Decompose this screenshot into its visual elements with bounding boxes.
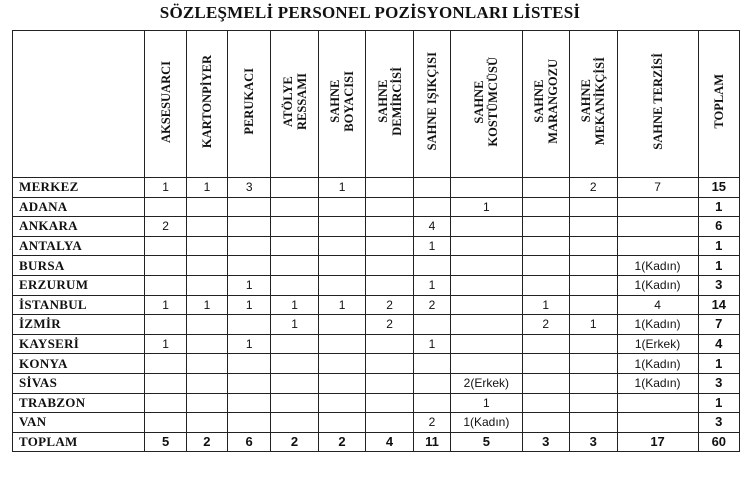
- city-cell: İSTANBUL: [13, 295, 145, 315]
- count-cell: [186, 393, 227, 413]
- count-cell: [570, 256, 618, 276]
- count-cell: [522, 275, 570, 295]
- count-cell: 2: [366, 315, 414, 335]
- count-cell: [366, 334, 414, 354]
- count-cell: 1: [145, 334, 186, 354]
- count-cell: [228, 236, 271, 256]
- count-cell: 2: [366, 295, 414, 315]
- count-cell: [451, 275, 522, 295]
- count-cell: [186, 373, 227, 393]
- row-total-cell: 1: [698, 197, 739, 217]
- count-cell: [145, 413, 186, 433]
- count-cell: [617, 197, 698, 217]
- column-header: PERUKACI: [228, 31, 271, 178]
- count-cell: 4: [617, 295, 698, 315]
- count-cell: [366, 275, 414, 295]
- count-cell: [145, 236, 186, 256]
- row-total-cell: 3: [698, 373, 739, 393]
- count-cell: [228, 217, 271, 237]
- count-cell: [318, 373, 366, 393]
- count-cell: [451, 334, 522, 354]
- count-cell: 1: [413, 334, 450, 354]
- row-total-cell: 1: [698, 354, 739, 374]
- count-cell: 2: [570, 178, 618, 198]
- count-cell: [186, 256, 227, 276]
- count-cell: [366, 413, 414, 433]
- count-cell: [617, 217, 698, 237]
- count-cell: 1(Kadın): [617, 315, 698, 335]
- count-cell: 1: [522, 295, 570, 315]
- count-cell: [186, 217, 227, 237]
- count-cell: 1: [413, 236, 450, 256]
- count-cell: [145, 197, 186, 217]
- count-cell: [522, 217, 570, 237]
- count-cell: 6: [228, 432, 271, 452]
- column-header: KARTONPİYER: [186, 31, 227, 178]
- table-row: [13, 354, 740, 374]
- count-cell: [617, 393, 698, 413]
- count-cell: 4: [413, 217, 450, 237]
- count-cell: 1: [228, 334, 271, 354]
- count-cell: [522, 393, 570, 413]
- count-cell: [366, 178, 414, 198]
- count-cell: [271, 393, 319, 413]
- count-cell: [318, 217, 366, 237]
- count-cell: [318, 413, 366, 433]
- table-row: [13, 295, 740, 315]
- city-cell: TOPLAM: [13, 432, 145, 452]
- row-total-cell: 4: [698, 334, 739, 354]
- column-header: AKSESUARCI: [145, 31, 186, 178]
- city-cell: İZMİR: [13, 315, 145, 335]
- column-header: SAHNE DEMİRCİSİ: [366, 31, 414, 178]
- table-body: [13, 178, 740, 452]
- corner-cell: [13, 31, 145, 178]
- count-cell: 2: [186, 432, 227, 452]
- table-row: [13, 236, 740, 256]
- column-header: TOPLAM: [698, 31, 739, 178]
- count-cell: 1(Erkek): [617, 334, 698, 354]
- count-cell: 1(Kadın): [617, 275, 698, 295]
- total-row: [13, 432, 740, 452]
- count-cell: [522, 373, 570, 393]
- count-cell: 2(Erkek): [451, 373, 522, 393]
- city-cell: BURSA: [13, 256, 145, 276]
- count-cell: [522, 178, 570, 198]
- city-cell: ERZURUM: [13, 275, 145, 295]
- column-header: SAHNE MEKANİKÇİSİ: [570, 31, 618, 178]
- count-cell: 5: [451, 432, 522, 452]
- count-cell: 17: [617, 432, 698, 452]
- count-cell: [366, 217, 414, 237]
- column-header: SAHNE MARANGOZU: [522, 31, 570, 178]
- count-cell: [570, 217, 618, 237]
- count-cell: 1: [271, 295, 319, 315]
- row-total-cell: 3: [698, 275, 739, 295]
- count-cell: [451, 256, 522, 276]
- count-cell: [451, 315, 522, 335]
- count-cell: 3: [570, 432, 618, 452]
- positions-table: [12, 30, 740, 452]
- count-cell: 1: [228, 295, 271, 315]
- count-cell: [228, 373, 271, 393]
- count-cell: [318, 197, 366, 217]
- header-row: [13, 31, 740, 178]
- row-total-cell: 3: [698, 413, 739, 433]
- count-cell: [271, 197, 319, 217]
- count-cell: [271, 413, 319, 433]
- count-cell: 1: [318, 178, 366, 198]
- count-cell: 2: [413, 413, 450, 433]
- column-header: ATÖLYE RESSAMI: [271, 31, 319, 178]
- count-cell: [413, 393, 450, 413]
- table-row: [13, 217, 740, 237]
- count-cell: [228, 315, 271, 335]
- count-cell: [271, 275, 319, 295]
- count-cell: [451, 236, 522, 256]
- column-header: SAHNE IŞIKÇISI: [413, 31, 450, 178]
- city-cell: TRABZON: [13, 393, 145, 413]
- count-cell: [145, 373, 186, 393]
- count-cell: 1(Kadın): [617, 256, 698, 276]
- count-cell: [228, 413, 271, 433]
- count-cell: [522, 334, 570, 354]
- count-cell: 1: [145, 295, 186, 315]
- table-row: [13, 197, 740, 217]
- count-cell: [366, 236, 414, 256]
- city-cell: SİVAS: [13, 373, 145, 393]
- row-total-cell: 60: [698, 432, 739, 452]
- count-cell: [271, 256, 319, 276]
- count-cell: [145, 354, 186, 374]
- row-total-cell: 7: [698, 315, 739, 335]
- city-cell: KAYSERİ: [13, 334, 145, 354]
- count-cell: [451, 354, 522, 374]
- count-cell: [413, 373, 450, 393]
- count-cell: [570, 197, 618, 217]
- count-cell: [228, 354, 271, 374]
- count-cell: 1: [570, 315, 618, 335]
- count-cell: 4: [366, 432, 414, 452]
- table-row: [13, 256, 740, 276]
- count-cell: [271, 354, 319, 374]
- count-cell: [366, 373, 414, 393]
- count-cell: [145, 256, 186, 276]
- count-cell: [318, 236, 366, 256]
- count-cell: 2: [318, 432, 366, 452]
- count-cell: 1: [145, 178, 186, 198]
- count-cell: [413, 256, 450, 276]
- count-cell: [451, 217, 522, 237]
- count-cell: [318, 315, 366, 335]
- count-cell: [570, 354, 618, 374]
- table-row: [13, 393, 740, 413]
- count-cell: [186, 413, 227, 433]
- count-cell: [318, 275, 366, 295]
- count-cell: [271, 334, 319, 354]
- count-cell: 3: [228, 178, 271, 198]
- count-cell: [271, 236, 319, 256]
- city-cell: VAN: [13, 413, 145, 433]
- count-cell: 1: [451, 393, 522, 413]
- column-header: SAHNE KOSTÜMCÜSÜ: [451, 31, 522, 178]
- count-cell: 1: [228, 275, 271, 295]
- count-cell: [186, 354, 227, 374]
- city-cell: ANTALYA: [13, 236, 145, 256]
- table-row: [13, 373, 740, 393]
- count-cell: 1: [186, 295, 227, 315]
- count-cell: [570, 413, 618, 433]
- count-cell: [366, 393, 414, 413]
- count-cell: [366, 197, 414, 217]
- row-total-cell: 1: [698, 256, 739, 276]
- count-cell: [570, 334, 618, 354]
- count-cell: [271, 217, 319, 237]
- count-cell: [145, 315, 186, 335]
- count-cell: [570, 373, 618, 393]
- column-header: SAHNE TERZİSİ: [617, 31, 698, 178]
- count-cell: [145, 275, 186, 295]
- count-cell: 1(Kadın): [617, 354, 698, 374]
- count-cell: [366, 354, 414, 374]
- row-total-cell: 1: [698, 236, 739, 256]
- count-cell: [186, 315, 227, 335]
- count-cell: [318, 256, 366, 276]
- count-cell: 7: [617, 178, 698, 198]
- count-cell: 11: [413, 432, 450, 452]
- count-cell: 1: [318, 295, 366, 315]
- count-cell: 1(Kadın): [451, 413, 522, 433]
- count-cell: 1: [271, 315, 319, 335]
- count-cell: [413, 178, 450, 198]
- count-cell: [413, 197, 450, 217]
- count-cell: [366, 256, 414, 276]
- count-cell: [570, 295, 618, 315]
- count-cell: 5: [145, 432, 186, 452]
- row-total-cell: 14: [698, 295, 739, 315]
- row-total-cell: 1: [698, 393, 739, 413]
- count-cell: [413, 315, 450, 335]
- count-cell: [271, 373, 319, 393]
- count-cell: [186, 236, 227, 256]
- count-cell: 1: [413, 275, 450, 295]
- count-cell: 1: [451, 197, 522, 217]
- count-cell: [228, 197, 271, 217]
- table-row: [13, 275, 740, 295]
- count-cell: [228, 393, 271, 413]
- count-cell: [318, 393, 366, 413]
- count-cell: [451, 295, 522, 315]
- count-cell: [617, 236, 698, 256]
- count-cell: [451, 178, 522, 198]
- table-row: [13, 315, 740, 335]
- count-cell: [271, 178, 319, 198]
- count-cell: 2: [271, 432, 319, 452]
- count-cell: 3: [522, 432, 570, 452]
- city-cell: MERKEZ: [13, 178, 145, 198]
- count-cell: [145, 393, 186, 413]
- count-cell: [318, 354, 366, 374]
- count-cell: [228, 256, 271, 276]
- count-cell: 2: [522, 315, 570, 335]
- table-row: [13, 334, 740, 354]
- count-cell: [522, 256, 570, 276]
- count-cell: [570, 393, 618, 413]
- count-cell: [522, 413, 570, 433]
- count-cell: [570, 275, 618, 295]
- column-header: SAHNE BOYACISI: [318, 31, 366, 178]
- count-cell: 2: [413, 295, 450, 315]
- table-row: [13, 413, 740, 433]
- count-cell: [522, 236, 570, 256]
- count-cell: 2: [145, 217, 186, 237]
- count-cell: [318, 334, 366, 354]
- count-cell: [522, 354, 570, 374]
- city-cell: ANKARA: [13, 217, 145, 237]
- count-cell: [522, 197, 570, 217]
- count-cell: 1: [186, 178, 227, 198]
- count-cell: [186, 334, 227, 354]
- city-cell: KONYA: [13, 354, 145, 374]
- page-title: SÖZLEŞMELİ PERSONEL POZİSYONLARI LİSTESİ: [159, 3, 581, 22]
- count-cell: [186, 275, 227, 295]
- count-cell: [570, 236, 618, 256]
- row-total-cell: 15: [698, 178, 739, 198]
- table-row: [13, 178, 740, 198]
- count-cell: 1(Kadın): [617, 373, 698, 393]
- city-cell: ADANA: [13, 197, 145, 217]
- count-cell: [617, 413, 698, 433]
- count-cell: [413, 354, 450, 374]
- row-total-cell: 6: [698, 217, 739, 237]
- count-cell: [186, 197, 227, 217]
